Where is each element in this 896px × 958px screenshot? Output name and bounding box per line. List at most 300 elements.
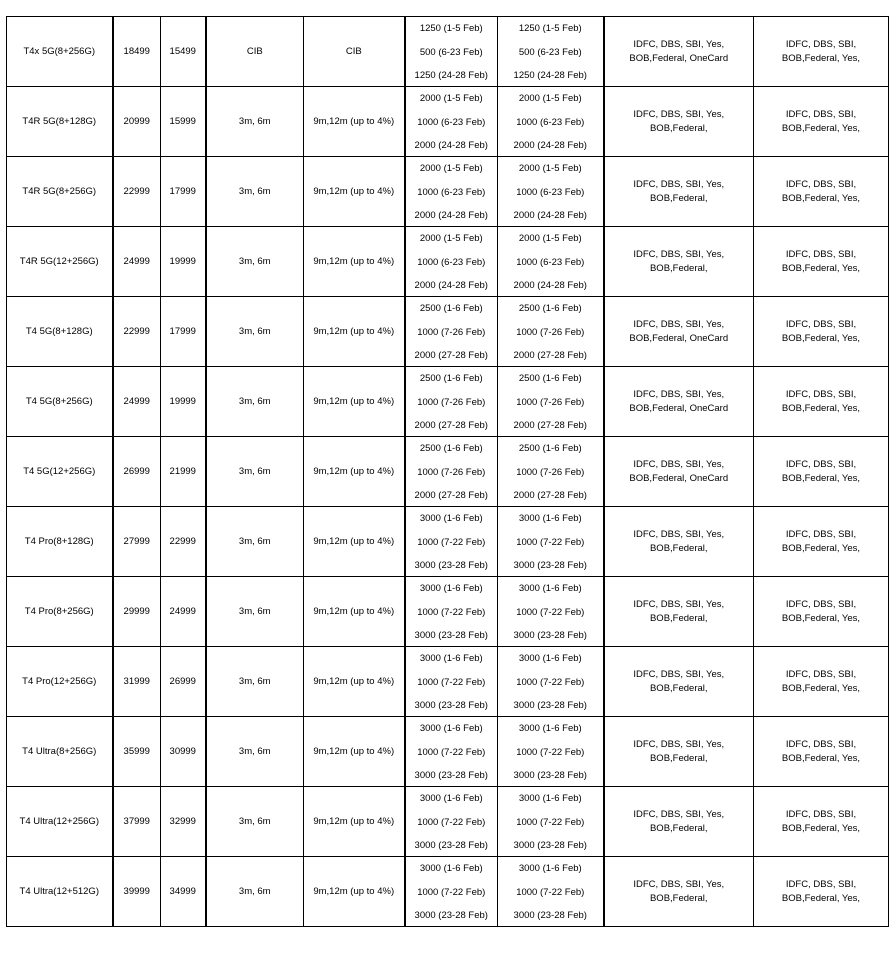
mrp-cell (113, 857, 161, 927)
offers-a-cell (405, 787, 498, 857)
banks-b-line: IDFC, DBS, SBI, BOB, (781, 248, 857, 274)
mrp-cell (113, 367, 161, 437)
banks-b-line: IDFC, DBS, SBI, BOB, (781, 38, 857, 64)
emi-b-cell (304, 507, 405, 577)
emi-b-value: 9m,12m (up to 4%) (313, 535, 395, 547)
table-row (7, 647, 889, 717)
banks-b-cell (754, 507, 889, 577)
price-value: 15999 (169, 115, 196, 127)
table-row (7, 437, 889, 507)
banks-a-line: Federal, OneCard (652, 332, 729, 344)
offers-a-line: 1250 (24-28 Feb) (414, 70, 488, 81)
offers-a-line: 3000 (23-28 Feb) (414, 770, 488, 781)
emi-b-value: 9m,12m (up to 4%) (313, 185, 395, 197)
banks-b-line: Federal, Yes, (804, 52, 861, 64)
table-row (7, 577, 889, 647)
banks-b-cell (754, 87, 889, 157)
banks-b-line: Federal, Yes, (804, 192, 861, 204)
table-row (7, 787, 889, 857)
offers-a-cell (405, 577, 498, 647)
model-cell (7, 87, 113, 157)
banks-a-line: IDFC, DBS, SBI, Yes, BOB, (629, 458, 725, 484)
offers-a-line: 2000 (1-5 Feb) (419, 93, 483, 104)
offers-a-line: 2000 (27-28 Feb) (414, 490, 488, 501)
offers-a-line: 1000 (7-26 Feb) (417, 396, 486, 408)
model-name: T4 Ultra(8+256G) (22, 745, 97, 757)
banks-a-line: Federal, (672, 822, 708, 834)
offers-a-cell (405, 857, 498, 927)
banks-b-cell (754, 297, 889, 367)
banks-b-line: IDFC, DBS, SBI, BOB, (781, 738, 857, 764)
offers-b-cell (498, 857, 604, 927)
price-cell (161, 227, 206, 297)
model-cell (7, 227, 113, 297)
mrp-cell (113, 227, 161, 297)
emi-b-value: 9m,12m (up to 4%) (313, 325, 395, 337)
price-cell (161, 717, 206, 787)
mrp-value: 35999 (123, 745, 150, 757)
banks-b-line: Federal, Yes, (804, 752, 861, 764)
banks-b-line: IDFC, DBS, SBI, BOB, (781, 808, 857, 834)
mrp-cell (113, 507, 161, 577)
offers-b-line: 3000 (23-28 Feb) (513, 560, 587, 571)
price-value: 26999 (169, 675, 196, 687)
mrp-cell (113, 297, 161, 367)
banks-a-line: Federal, (672, 892, 708, 904)
price-value: 15499 (169, 45, 196, 57)
offers-b-cell (498, 157, 604, 227)
offers-a-line: 1000 (7-22 Feb) (417, 676, 486, 688)
price-cell (161, 647, 206, 717)
model-name: T4R 5G(8+128G) (22, 115, 97, 127)
price-value: 32999 (169, 815, 196, 827)
emi-b-value: 9m,12m (up to 4%) (313, 605, 395, 617)
mrp-cell (113, 787, 161, 857)
mrp-value: 31999 (123, 675, 150, 687)
model-name: T4 5G(8+128G) (25, 325, 93, 337)
offers-b-line: 2000 (27-28 Feb) (513, 350, 587, 361)
emi-a-cell (206, 647, 304, 717)
banks-a-line: Federal, (672, 192, 708, 204)
model-name: T4 Pro(8+256G) (24, 605, 94, 617)
emi-a-value: 3m, 6m (238, 535, 271, 547)
offers-b-cell (498, 507, 604, 577)
price-cell (161, 367, 206, 437)
banks-a-cell (604, 227, 754, 297)
offers-a-line: 3000 (23-28 Feb) (414, 700, 488, 711)
offers-b-line: 3000 (23-28 Feb) (513, 630, 587, 641)
emi-b-value: 9m,12m (up to 4%) (313, 465, 395, 477)
table-row (7, 87, 889, 157)
banks-a-cell (604, 647, 754, 717)
banks-a-line: IDFC, DBS, SBI, Yes, BOB, (633, 738, 725, 764)
banks-b-cell (754, 717, 889, 787)
offers-b-cell (498, 437, 604, 507)
offers-a-line: 2000 (27-28 Feb) (414, 420, 488, 431)
offers-b-cell (498, 787, 604, 857)
model-cell (7, 17, 113, 87)
offers-b-line: 2000 (27-28 Feb) (513, 490, 587, 501)
banks-b-line: IDFC, DBS, SBI, BOB, (781, 178, 857, 204)
offers-b-cell (498, 367, 604, 437)
banks-b-line: IDFC, DBS, SBI, BOB, (781, 108, 857, 134)
offers-b-line: 1250 (24-28 Feb) (513, 70, 587, 81)
pricing-table-wrapper (6, 16, 888, 927)
offers-b-cell (498, 577, 604, 647)
banks-b-cell (754, 787, 889, 857)
offers-a-line: 1000 (7-22 Feb) (417, 816, 486, 828)
mrp-cell (113, 577, 161, 647)
offers-b-line: 1000 (7-22 Feb) (516, 676, 585, 688)
offers-a-cell (405, 87, 498, 157)
model-name: T4 Pro(8+128G) (24, 535, 94, 547)
offers-a-line: 2000 (24-28 Feb) (414, 280, 488, 291)
banks-a-line: IDFC, DBS, SBI, Yes, BOB, (629, 318, 725, 344)
offers-a-cell (405, 297, 498, 367)
price-cell (161, 787, 206, 857)
banks-b-line: Federal, Yes, (804, 542, 861, 554)
banks-a-cell (604, 157, 754, 227)
model-cell (7, 297, 113, 367)
offers-a-line: 3000 (1-6 Feb) (419, 863, 483, 874)
banks-b-cell (754, 17, 889, 87)
mrp-cell (113, 87, 161, 157)
table-row (7, 857, 889, 927)
offers-a-line: 1250 (1-5 Feb) (419, 23, 483, 34)
offers-b-line: 1000 (6-23 Feb) (516, 116, 585, 128)
offers-a-line: 3000 (23-28 Feb) (414, 630, 488, 641)
model-name: T4 Pro(12+256G) (22, 675, 97, 687)
offers-b-line: 3000 (1-6 Feb) (518, 723, 582, 734)
mrp-cell (113, 17, 161, 87)
table-row (7, 227, 889, 297)
emi-b-value: 9m,12m (up to 4%) (313, 115, 395, 127)
emi-a-cell (206, 437, 304, 507)
banks-a-cell (604, 297, 754, 367)
banks-b-line: Federal, Yes, (804, 822, 861, 834)
offers-b-cell (498, 87, 604, 157)
offers-b-line: 1000 (7-26 Feb) (516, 396, 585, 408)
offers-a-line: 1000 (7-26 Feb) (417, 326, 486, 338)
banks-b-line: IDFC, DBS, SBI, BOB, (781, 528, 857, 554)
mrp-value: 24999 (123, 395, 150, 407)
offers-a-line: 3000 (1-6 Feb) (419, 583, 483, 594)
mrp-value: 29999 (123, 605, 150, 617)
offers-a-cell (405, 227, 498, 297)
price-value: 22999 (169, 535, 196, 547)
banks-a-line: Federal, OneCard (652, 472, 729, 484)
banks-a-line: Federal, (672, 612, 708, 624)
offers-b-line: 3000 (1-6 Feb) (518, 863, 582, 874)
offers-b-line: 1000 (7-22 Feb) (516, 606, 585, 618)
emi-a-value: 3m, 6m (238, 325, 271, 337)
offers-a-line: 3000 (1-6 Feb) (419, 653, 483, 664)
price-value: 19999 (169, 255, 196, 267)
banks-a-cell (604, 367, 754, 437)
offers-a-line: 2000 (24-28 Feb) (414, 210, 488, 221)
offers-a-cell (405, 507, 498, 577)
mrp-cell (113, 647, 161, 717)
model-cell (7, 857, 113, 927)
offers-b-line: 2000 (24-28 Feb) (513, 140, 587, 151)
offers-b-line: 3000 (23-28 Feb) (513, 700, 587, 711)
emi-b-value: 9m,12m (up to 4%) (313, 815, 395, 827)
offers-b-line: 3000 (23-28 Feb) (513, 770, 587, 781)
offers-b-line: 1000 (7-22 Feb) (516, 886, 585, 898)
pricing-table-body (7, 17, 889, 927)
offers-b-line: 3000 (1-6 Feb) (518, 793, 582, 804)
banks-b-line: IDFC, DBS, SBI, BOB, (781, 668, 857, 694)
emi-a-cell (206, 157, 304, 227)
offers-b-line: 1000 (7-22 Feb) (516, 746, 585, 758)
offers-a-line: 3000 (23-28 Feb) (414, 840, 488, 851)
banks-b-cell (754, 857, 889, 927)
emi-a-value: 3m, 6m (238, 815, 271, 827)
banks-b-line: Federal, Yes, (804, 682, 861, 694)
banks-b-cell (754, 157, 889, 227)
price-value: 24999 (169, 605, 196, 617)
emi-a-value: CIB (246, 45, 263, 57)
banks-b-line: IDFC, DBS, SBI, BOB, (781, 878, 857, 904)
offers-b-cell (498, 227, 604, 297)
offers-b-line: 2000 (1-5 Feb) (518, 163, 582, 174)
price-cell (161, 577, 206, 647)
price-cell (161, 17, 206, 87)
model-name: T4 Ultra(12+512G) (19, 885, 99, 897)
banks-a-line: Federal, (672, 542, 708, 554)
banks-b-line: Federal, Yes, (804, 332, 861, 344)
offers-b-line: 1000 (7-26 Feb) (516, 326, 585, 338)
offers-a-cell (405, 437, 498, 507)
banks-b-line: Federal, Yes, (804, 472, 861, 484)
offers-a-line: 1000 (7-22 Feb) (417, 606, 486, 618)
offers-a-line: 500 (6-23 Feb) (419, 46, 483, 58)
offers-a-line: 1000 (7-26 Feb) (417, 466, 486, 478)
mrp-value: 26999 (123, 465, 150, 477)
emi-a-value: 3m, 6m (238, 675, 271, 687)
emi-a-value: 3m, 6m (238, 465, 271, 477)
emi-a-cell (206, 577, 304, 647)
offers-b-line: 3000 (1-6 Feb) (518, 513, 582, 524)
emi-b-value: 9m,12m (up to 4%) (313, 395, 395, 407)
offers-b-cell (498, 297, 604, 367)
mrp-value: 27999 (123, 535, 150, 547)
model-name: T4 5G(12+256G) (23, 465, 96, 477)
banks-a-cell (604, 717, 754, 787)
offers-a-line: 1000 (6-23 Feb) (417, 256, 486, 268)
model-name: T4R 5G(12+256G) (19, 255, 99, 267)
model-cell (7, 437, 113, 507)
emi-a-cell (206, 717, 304, 787)
model-cell (7, 717, 113, 787)
banks-a-line: IDFC, DBS, SBI, Yes, BOB, (633, 808, 725, 834)
price-value: 34999 (169, 885, 196, 897)
offers-b-line: 3000 (23-28 Feb) (513, 910, 587, 921)
banks-b-cell (754, 437, 889, 507)
emi-b-cell (304, 227, 405, 297)
offers-b-line: 3000 (23-28 Feb) (513, 840, 587, 851)
mrp-value: 18499 (123, 45, 150, 57)
banks-b-line: IDFC, DBS, SBI, BOB, (781, 318, 857, 344)
emi-b-cell (304, 857, 405, 927)
offers-a-cell (405, 717, 498, 787)
emi-b-cell (304, 87, 405, 157)
mrp-value: 22999 (123, 185, 150, 197)
emi-b-cell (304, 787, 405, 857)
offers-b-line: 2000 (24-28 Feb) (513, 210, 587, 221)
offers-b-line: 2000 (1-5 Feb) (518, 93, 582, 104)
emi-b-cell (304, 367, 405, 437)
model-name: T4 5G(8+256G) (25, 395, 93, 407)
banks-b-line: IDFC, DBS, SBI, BOB, (781, 598, 857, 624)
table-row (7, 17, 889, 87)
emi-b-cell (304, 17, 405, 87)
emi-b-value: 9m,12m (up to 4%) (313, 745, 395, 757)
emi-b-value: CIB (345, 45, 362, 57)
mrp-value: 24999 (123, 255, 150, 267)
table-row (7, 297, 889, 367)
emi-a-cell (206, 87, 304, 157)
banks-a-line: Federal, (672, 122, 708, 134)
offers-b-line: 500 (6-23 Feb) (518, 46, 582, 58)
price-cell (161, 297, 206, 367)
banks-b-line: Federal, Yes, (804, 892, 861, 904)
mrp-value: 22999 (123, 325, 150, 337)
emi-a-value: 3m, 6m (238, 745, 271, 757)
mrp-value: 37999 (123, 815, 150, 827)
mrp-cell (113, 717, 161, 787)
table-row (7, 367, 889, 437)
emi-b-value: 9m,12m (up to 4%) (313, 255, 395, 267)
offers-b-line: 1000 (6-23 Feb) (516, 256, 585, 268)
banks-a-line: IDFC, DBS, SBI, Yes, BOB, (629, 388, 725, 414)
offers-b-line: 2000 (27-28 Feb) (513, 420, 587, 431)
emi-b-cell (304, 647, 405, 717)
offers-a-line: 3000 (23-28 Feb) (414, 910, 488, 921)
offers-a-line: 2000 (1-5 Feb) (419, 233, 483, 244)
offers-a-cell (405, 17, 498, 87)
emi-a-value: 3m, 6m (238, 885, 271, 897)
offers-a-line: 2500 (1-6 Feb) (419, 373, 483, 384)
offers-a-line: 1000 (7-22 Feb) (417, 536, 486, 548)
banks-a-cell (604, 17, 754, 87)
offers-a-cell (405, 157, 498, 227)
emi-b-cell (304, 717, 405, 787)
banks-a-line: Federal, (672, 752, 708, 764)
emi-a-cell (206, 227, 304, 297)
price-value: 17999 (169, 185, 196, 197)
banks-a-line: IDFC, DBS, SBI, Yes, BOB, (629, 38, 725, 64)
model-name: T4 Ultra(12+256G) (19, 815, 99, 827)
model-cell (7, 577, 113, 647)
price-cell (161, 437, 206, 507)
banks-a-line: IDFC, DBS, SBI, Yes, BOB, (633, 528, 725, 554)
banks-a-line: IDFC, DBS, SBI, Yes, BOB, (633, 598, 725, 624)
banks-a-line: IDFC, DBS, SBI, Yes, BOB, (633, 108, 725, 134)
offers-a-line: 1000 (7-22 Feb) (417, 886, 486, 898)
banks-a-line: IDFC, DBS, SBI, Yes, BOB, (633, 878, 725, 904)
offers-b-line: 2500 (1-6 Feb) (518, 443, 582, 454)
banks-b-cell (754, 367, 889, 437)
price-cell (161, 87, 206, 157)
offers-a-line: 3000 (1-6 Feb) (419, 793, 483, 804)
offers-a-line: 3000 (1-6 Feb) (419, 513, 483, 524)
offers-a-line: 2000 (1-5 Feb) (419, 163, 483, 174)
emi-a-cell (206, 507, 304, 577)
offers-a-cell (405, 647, 498, 717)
emi-b-cell (304, 437, 405, 507)
price-cell (161, 507, 206, 577)
offers-b-line: 1250 (1-5 Feb) (518, 23, 582, 34)
emi-a-value: 3m, 6m (238, 255, 271, 267)
offers-b-cell (498, 17, 604, 87)
emi-a-cell (206, 17, 304, 87)
price-value: 19999 (169, 395, 196, 407)
banks-a-cell (604, 507, 754, 577)
banks-a-line: IDFC, DBS, SBI, Yes, BOB, (633, 248, 725, 274)
offers-a-line: 1000 (6-23 Feb) (417, 116, 486, 128)
mrp-cell (113, 157, 161, 227)
banks-a-line: IDFC, DBS, SBI, Yes, BOB, (633, 668, 725, 694)
offers-a-line: 2500 (1-6 Feb) (419, 443, 483, 454)
price-value: 17999 (169, 325, 196, 337)
model-cell (7, 787, 113, 857)
offers-b-line: 2500 (1-6 Feb) (518, 303, 582, 314)
banks-a-line: Federal, OneCard (652, 402, 729, 414)
offers-b-line: 3000 (1-6 Feb) (518, 583, 582, 594)
emi-a-value: 3m, 6m (238, 185, 271, 197)
offers-a-line: 1000 (7-22 Feb) (417, 746, 486, 758)
banks-b-line: Federal, Yes, (804, 122, 861, 134)
offers-a-line: 3000 (23-28 Feb) (414, 560, 488, 571)
banks-b-line: Federal, Yes, (804, 262, 861, 274)
emi-b-value: 9m,12m (up to 4%) (313, 885, 395, 897)
offers-a-line: 2500 (1-6 Feb) (419, 303, 483, 314)
model-cell (7, 507, 113, 577)
model-cell (7, 157, 113, 227)
banks-b-line: IDFC, DBS, SBI, BOB, (781, 458, 857, 484)
pricing-table (6, 16, 889, 927)
banks-a-cell (604, 87, 754, 157)
model-cell (7, 647, 113, 717)
offers-b-line: 1000 (7-22 Feb) (516, 536, 585, 548)
emi-a-cell (206, 297, 304, 367)
banks-b-line: Federal, Yes, (804, 402, 861, 414)
offers-b-line: 1000 (7-22 Feb) (516, 816, 585, 828)
price-value: 30999 (169, 745, 196, 757)
mrp-cell (113, 437, 161, 507)
mrp-value: 20999 (123, 115, 150, 127)
emi-a-cell (206, 367, 304, 437)
emi-a-cell (206, 787, 304, 857)
banks-a-cell (604, 577, 754, 647)
emi-b-cell (304, 577, 405, 647)
offers-b-line: 2000 (24-28 Feb) (513, 280, 587, 291)
banks-a-line: IDFC, DBS, SBI, Yes, BOB, (633, 178, 725, 204)
model-name: T4R 5G(8+256G) (22, 185, 97, 197)
offers-a-cell (405, 367, 498, 437)
banks-a-line: Federal, (672, 262, 708, 274)
offers-b-line: 2000 (1-5 Feb) (518, 233, 582, 244)
table-row (7, 717, 889, 787)
banks-b-cell (754, 577, 889, 647)
banks-a-line: Federal, (672, 682, 708, 694)
emi-a-value: 3m, 6m (238, 395, 271, 407)
offers-a-line: 2000 (27-28 Feb) (414, 350, 488, 361)
banks-a-cell (604, 857, 754, 927)
banks-b-cell (754, 227, 889, 297)
banks-a-cell (604, 437, 754, 507)
